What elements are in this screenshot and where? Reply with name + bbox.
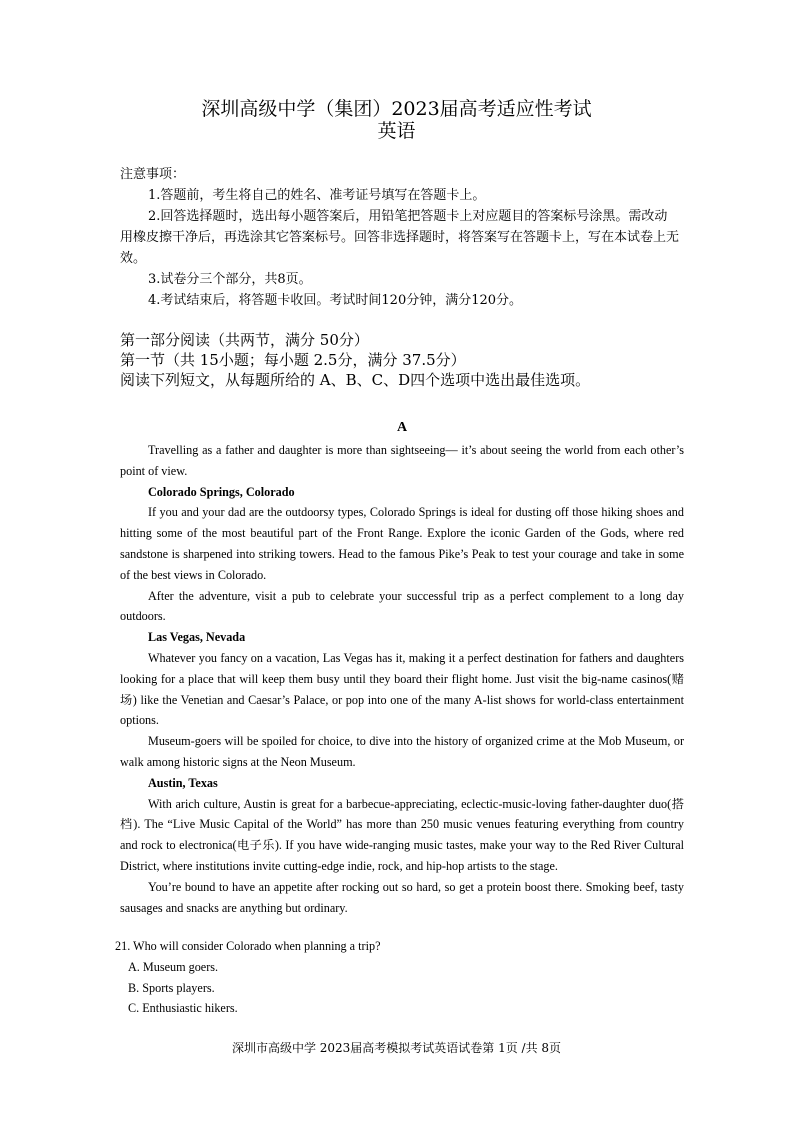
section-heading-austin: Austin, Texas bbox=[148, 775, 218, 790]
passage-intro: Travelling as a father and daughter is more than sightseeing— it’s about seeing the world from each other’s point of view. bbox=[120, 443, 684, 478]
instructions bbox=[120, 164, 680, 311]
paragraph: You’re bound to have an appetite after rocking out so hard, so get a protein boost there. Smoking beef, tasty sausages and snacks are anything but ordinary. bbox=[120, 879, 684, 915]
reading-passage-a bbox=[120, 418, 684, 918]
part-heading: 第一部分阅读（共两节，满分 50分） bbox=[120, 331, 369, 349]
section-heading-colorado: Colorado Springs, Colorado bbox=[148, 484, 295, 499]
section-directions: 阅读下列短文，从每题所给的 A、B、C、D四个选项中选出最佳选项。 bbox=[120, 371, 591, 389]
section-heading: 第一节（共 15小题；每小题 2.5分，满分 37.5分） bbox=[120, 351, 466, 369]
paragraph: Museum-goers will be spoiled for choice, to dive into the history of organized crime at the Mob Museum, or walk among historic signs at the Neon Museum. bbox=[120, 734, 684, 769]
passage-letter: A bbox=[396, 420, 408, 435]
part-one-header bbox=[120, 330, 720, 390]
instructions-heading: 注意事项： bbox=[120, 167, 186, 182]
paragraph: After the adventure, visit a pub to celebrate your successful trip as a perfect complement to a long day outdoors. bbox=[120, 588, 684, 624]
question-21 bbox=[115, 936, 715, 1019]
option-a: A. Museum goers. bbox=[128, 959, 219, 974]
paragraph: Whatever you fancy on a vacation, Las Vegas has it, making it a perfect destination for fathers and daughters looking for a place that will keep them busy until they board their flight home. Just visit the big-name casinos(赌场) like the Venetian and Caesar’s Palace, or pop into one of the many A-list shows for world-class entertainment options. bbox=[120, 650, 684, 728]
paragraph: If you and your dad are the outdoorsy types, Colorado Springs is ideal for dusting off those hiking shoes and hitting some of the most beautiful part of the Front Range. Explore the iconic Garden of the Gods, where red sandstone is sharpened into striking towers. Head to the famous Pike’s Peak to test your courage and take in some of the best views in Colorado. bbox=[120, 505, 684, 582]
instruction-item: 2.回答选择题时，选出每小题答案后，用铅笔把答题卡上对应题目的答案标号涂黑。需改动用橡皮擦干净后，再选涂其它答案标号。回答非选择题时，将答案写在答题卡上，写在本试卷上无效。 bbox=[120, 209, 680, 266]
option-b: B. Sports players. bbox=[128, 980, 215, 995]
instruction-item: 4.考试结束后，将答题卡收回。考试时间120分钟，满分120分。 bbox=[148, 293, 523, 308]
page-footer: 深圳市高级中学 2023届高考模拟考试英语试卷第 1页 /共 8页 bbox=[231, 1041, 562, 1055]
option-c: C. Enthusiastic hikers. bbox=[128, 1001, 238, 1016]
instruction-item: 3.试卷分三个部分，共8页。 bbox=[148, 272, 312, 287]
paragraph: With arich culture, Austin is great for a barbecue-appreciating, eclectic-music-loving father-daughter duo(搭档). The “Live Music Capital of the World” has more than 250 music venues featuring everything from country and rock to electronica(电子乐). If you have wide-ranging music tastes, make your way to the Red River Cultural District, where institutions invite cutting-edge indie, rock, and hip-hop artists to the stage. bbox=[120, 796, 684, 873]
exam-subject: 英语 bbox=[377, 120, 416, 142]
instruction-item: 1.答题前，考生将自己的姓名、准考证号填写在答题卡上。 bbox=[148, 188, 486, 203]
exam-title: 深圳高级中学（集团）2023届高考适应性考试 bbox=[201, 98, 592, 120]
question-stem: 21. Who will consider Colorado when planning a trip? bbox=[115, 939, 381, 953]
section-heading-las-vegas: Las Vegas, Nevada bbox=[148, 630, 246, 645]
